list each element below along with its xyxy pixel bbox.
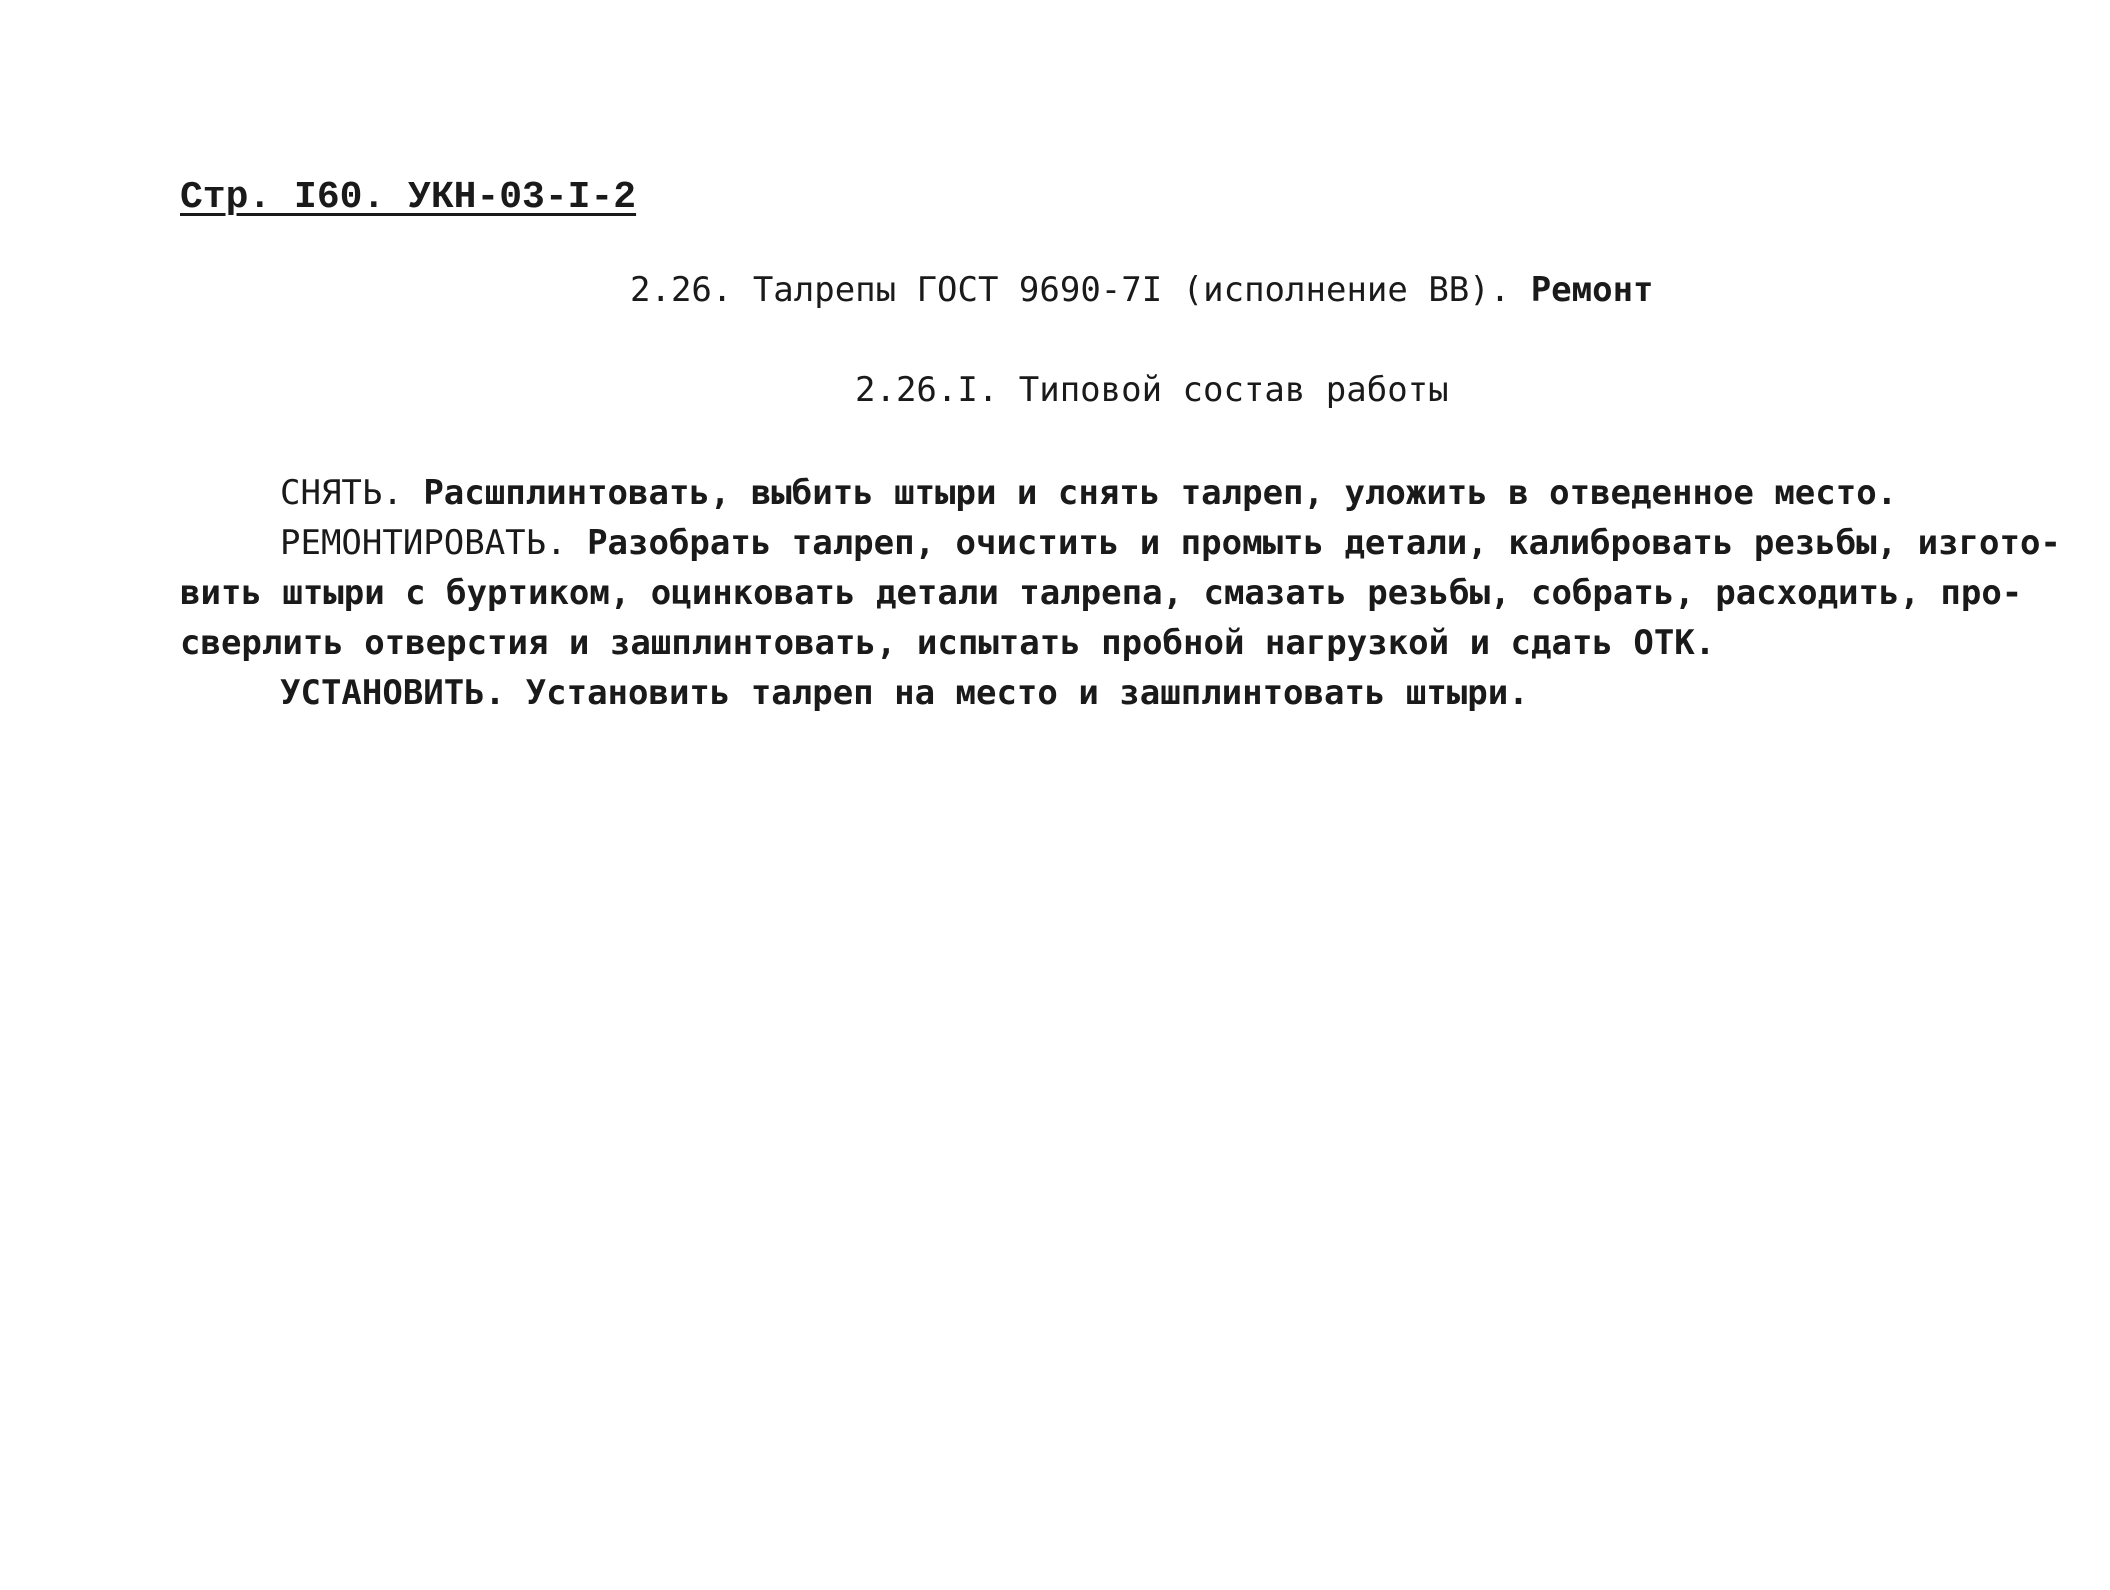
paragraph-repair-text-3: сверлить отверстия и зашплинтовать, испытать пробной нагрузкой и сдать ОТК. [180, 623, 1716, 663]
keyword-install: УСТАНОВИТЬ. [280, 673, 506, 713]
paragraph-repair-text-2: вить штыри с буртиком, оцинковать детали талрепа, смазать резьбы, собрать, расходить, про- [180, 573, 2023, 613]
paragraph-remove-text: Расшплинтовать, выбить штыри и снять талреп, уложить в отведенное место. [423, 473, 1898, 513]
keyword-remove: СНЯТЬ. [280, 473, 403, 513]
paragraph-repair-text-1: Разобрать талреп, очистить и промыть детали, калибровать резьбы, изгото- [587, 523, 2061, 563]
paragraph-repair [180, 518, 2061, 568]
keyword-repair: РЕМОНТИРОВАТЬ. [280, 523, 567, 563]
paragraph-install-text: Установить талреп на место и зашплинтовать штыри. [525, 673, 1529, 713]
page-reference-header: Стр. I60. УКН-03-I-2 [180, 176, 637, 219]
section-title-main: 2.26. Талрепы ГОСТ 9690-7I (исполнение ВВ). [630, 270, 1511, 310]
subsection-title: 2.26.I. Типовой состав работы [855, 370, 1449, 410]
paragraph-install [180, 668, 2050, 718]
section-title-tail: Ремонт [1530, 270, 1654, 310]
section-title [630, 270, 1654, 310]
work-description [180, 468, 2061, 718]
paragraph-remove [180, 468, 2050, 518]
